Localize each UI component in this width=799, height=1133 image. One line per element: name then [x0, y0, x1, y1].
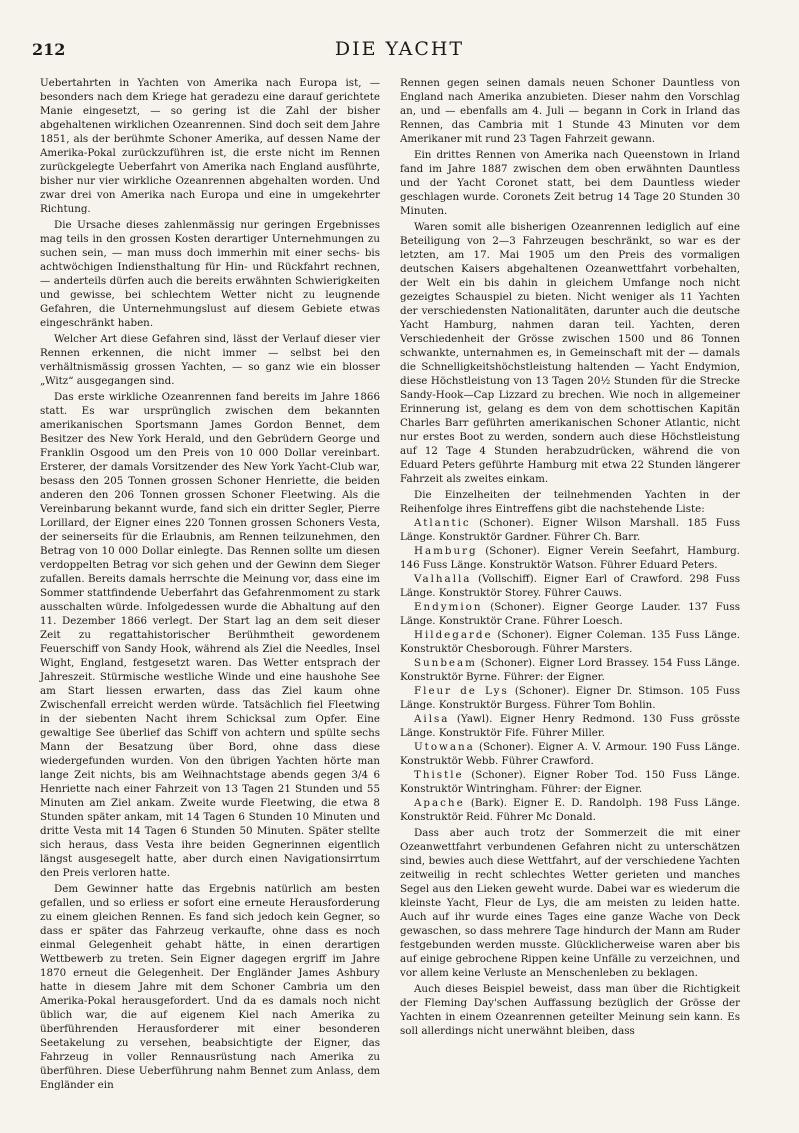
yacht-name: Hamburg: [414, 545, 478, 557]
page-number: 212: [32, 40, 66, 59]
yacht-name: Atlantic: [414, 517, 471, 529]
paragraph: Welcher Art diese Gefahren sind, lässt der Verlauf dieser vier Rennen erkennen, die nicht immer — selbst bei den verhältnismässig grossen Yachten, — so ganz wie ein blosser „Witz“ ausgegangen sind.: [40, 333, 380, 387]
yacht-details: (Schoner). Eigner George Lauder. 137 Fuss Länge. Konstruktör Crane. Führer Loesch.: [400, 601, 740, 627]
paragraph: Die Ursache dieses zahlenmässig nur geringen Ergebnisses mag teils in den grossen Kosten derartiger Unternehmungen zu suchen sein, — man muss doch immerhin mit einer sechs- bis achtwöchigen Indiensthaltung für Hin- und Rückfahrt rechnen, — anderteils dürfen auch die bereits erwähnten Schwierigkeiten und gewisse, bei schlechtem Wetter nicht zu leugnende Gefahren, die Unternehmungslust auf diesem Gebiete etwas eingeschränkt haben.: [40, 219, 380, 329]
list-item: [400, 544, 740, 572]
paragraph: Dass aber auch trotz der Sommerzeit die mit einer Ozeanwettfahrt verbundenen Gefahren nicht zu unterschätzen sind, bewies auch diese Wettfahrt, auf der verschiedene Yachten zeitweilig in recht schlechtes Wetter gerieten und manches Segel aus den Lieken geweht wurde. Dabei war es wiederum die kleinste Yacht, Fleur de Lys, die am meisten zu leiden hatte. Auch auf ihr wurde eines Tages eine ganze Wache von Deck gewaschen, so dass mehrere Tage hindurch der Mann am Ruder festgebunden werden musste. Glücklicherweise waren aber bis auf einige gebrochene Rippen keine Unfälle zu verzeichnen, und vor allem keine Verluste an Menschenleben zu beklagen.: [400, 827, 740, 979]
paragraph: Rennen gegen seinen damals neuen Schoner Dauntless von England nach Amerika anzubieten. Dieser nahm den Vorschlag an, und — ebenfalls am 4. Juli — begann in Cork in Irland das Rennen, das Cambria mit 1 Stunde 43 Minuten vor dem Amerikaner mit rund 23 Tagen Fahrzeit gewann.: [400, 77, 740, 145]
yacht-details: (Yawl). Eigner Henry Redmond. 130 Fuss grösste Länge. Konstruktör Fife. Führer Miller.: [400, 713, 741, 739]
list-item: [400, 628, 740, 656]
list-item: [400, 572, 740, 600]
yacht-name: Endymion: [414, 601, 483, 613]
list-item: [400, 516, 740, 544]
yacht-details: (Schoner). Eigner Dr. Stimson. 105 Fuss Länge. Konstruktör Burgess. Führer Tom Bohlin.: [400, 685, 740, 711]
yacht-name: Thistle: [414, 769, 464, 781]
yacht-name: Fleur de Lys: [414, 685, 509, 697]
yacht-name: Valhalla: [414, 573, 472, 585]
list-item: [400, 796, 740, 824]
paragraph: Das erste wirkliche Ozeanrennen fand bereits im Jahre 1866 statt. Es war ursprünglich zwischen dem bekannten amerikanischen Sportsmann James Gordon Bennet, dem Besitzer des New York Herald, und den Gebrüdern George und Franklin Osgood um den Preis von 10 000 Dollar vereinbart. Ersterer, der damals Vorsitzender des New York Yacht-Club war, besass den 205 Tonnen grossen Schoner Henriette, die beiden anderen den 206 Tonnen grossen Schoner Fleetwing. Als die Vereinbarung bekannt wurde, fand sich ein dritter Segler, Pierre Lorillard, der Eigner eines 220 Tonnen grossen Schoners Vesta, der seinerseits für die Erlaubnis, am Rennen teilzunehmen, den Betrag von 10 000 Dollar einlegte. Das Rennen sollte um diesen verdoppelten Betrag vor sich gehen und der Gewinn dem Sieger zufallen. Bereits damals herrschte die Meinung vor, dass eine im Sommer stattfindende Ueberfahrt das Gefahrenmoment zu stark ausschalten würde. Infolgedessen wurde die Abhaltung auf den 11. Dezember 1866 verlegt. Der Start lag an dem seit dieser Zeit zu regattahistorischer Berühmtheit gewordenem Feuerschiff von Sandy Hook, während als Ziel die Needles, Insel Wight, England, festgesetzt waren. Das Wetter entsprach der Jahreszeit. Stürmische westliche Winde und eine haushohe See am Start liessen erwarten, dass das Ziel kaum ohne Zwischenfall erreicht werden würde. Tatsächlich fiel Fleetwing in der siebenten Nacht ihrem Schicksal zum Opfer. Eine gewaltige See überlief das Schiff von achtern und spülte sechs Mann der Besatzung über Bord, ohne dass diese wiedergefunden wurden. Von den übrigen Yachten hörte man lange Zeit nichts, bis am Weihnachtstage abends gegen 3/4 6 Henriette nach einer Fahrzeit von 13 Tagen 21 Stunden und 55 Minuten am Ziel ankam. Zweite wurde Fleetwing, die etwa 8 Stunden später ankam, mit 14 Tagen 6 Stunden 10 Minuten und dritte Vesta mit 14 Tagen 6 Stunden 50 Minuten. Später stellte sich heraus, dass Vesta ihre beiden Gegnerinnen eigentlich längst ausgesegelt hatte, aber durch einen Navigationsirrtum den Preis verloren hatte.: [40, 391, 380, 879]
paragraph: Auch dieses Beispiel beweist, dass man über die Richtigkeit der Fleming Day'schen Auffassung bezüglich der Grösse der Yachten in einem Ozeanrennen geteilter Meinung sein kann. Es soll allerdings nicht unerwähnt bleiben, dass: [400, 983, 740, 1037]
paragraph: Die Einzelheiten der teilnehmenden Yachten in der Reihenfolge ihres Eintreffens gibt die nachstehende Liste:: [400, 489, 740, 515]
running-title: DIE YACHT: [334, 38, 465, 60]
yacht-list: [400, 516, 740, 824]
list-item: [400, 684, 740, 712]
list-item: [400, 600, 740, 628]
yacht-details: (Schoner). Eigner Rober Tod. 150 Fuss Länge. Konstruktör Wintringham. Führer: der Eigner.: [400, 769, 740, 795]
yacht-name: Utowana: [414, 741, 475, 753]
yacht-details: (Schoner). Eigner Wilson Marshall. 185 Fuss Länge. Konstruktör Gardner. Führer Ch. Barr.: [400, 517, 740, 543]
list-item: [400, 712, 740, 740]
yacht-details: (Schoner). Eigner Verein Seefahrt, Hamburg. 146 Fuss Länge. Konstruktör Watson. Führer Eduard Peters.: [400, 545, 740, 571]
list-item: [400, 768, 740, 796]
right-column: [400, 76, 740, 1038]
yacht-details: (Bark). Eigner E. D. Randolph. 198 Fuss Länge. Konstruktör Reid. Führer Mc Donald.: [400, 797, 740, 823]
yacht-name: Ailsa: [414, 713, 450, 725]
yacht-details: (Schoner). Eigner Coleman. 135 Fuss Länge. Konstruktör Chesborough. Führer Marsters.: [400, 629, 741, 655]
yacht-name: Apache: [414, 797, 465, 809]
paragraph: Uebertahrten in Yachten von Amerika nach Europa ist, — besonders nach dem Kriege hat geradezu eine darauf gerichtete Manie eingesetzt, — so gering ist die Zahl der bisher abgehaltenen wirklichen Ozeanrennen. Sind doch seit dem Jahre 1851, als der berühmte Schoner Amerika, auf dessen Name der Amerika-Pokal zurückzuführen ist, die erste nicht im Rennen zurückgelegte Ueberfahrt von Amerika nach England ausführte, bisher nur vier wirkliche Ozeanrennen abgehalten worden. Und zwar drei von Amerika nach Europa und eine in umgekehrter Richtung.: [40, 77, 380, 215]
list-item: [400, 740, 740, 768]
paragraph: Waren somit alle bisherigen Ozeanrennen lediglich auf eine Beteiligung von 2—3 Fahrzeugen beschränkt, so war es der letzten, am 17. Mai 1905 um den Preis des vormaligen deutschen Kaisers abgehaltenen Ozeanwettfahrt vorbehalten, der Welt ein bis dahin in gleichem Umfange noch nicht gezeigtes Schauspiel zu bieten. Nicht weniger als 11 Yachten der verschiedensten Nationalitäten, darunter auch die deutsche Yacht Hamburg, nahmen daran teil. Yachten, deren Verschiedenheit der Grösse zwischen 1500 und 86 Tonnen schwankte, unternahmen es, in Gemeinschaft mit der — damals die Schnelligkeitshöchstleistung haltenden — Yacht Endymion, diese Höchstleistung von 13 Tagen 20½ Stunden für die Strecke Sandy-Hook—Cap Lizzard zu brechen. Wie noch in allgemeiner Erinnerung ist, gelang es dem von dem schottischen Kapitän Charles Barr geführten amerikanischen Schoner Atlantic, nicht nur erstes Boot zu werden, sondern auch diese Höchstleistung auf 12 Tage 4 Stunden herabzudrücken, während die von Eduard Peters geführte Hamburg mit etwa 22 Stunden längerer Fahrzeit als zweites einkam.: [400, 221, 740, 485]
yacht-details: (Schoner). Eigner Lord Brassey. 154 Fuss Länge. Konstruktör Byrne. Führer: der Eigner.: [400, 657, 740, 683]
paragraph: Ein drittes Rennen von Amerika nach Queenstown in Irland fand im Jahre 1887 zwischen dem oben erwähnten Dauntless und der Yacht Coronet statt, bei dem Dauntless wieder geschlagen wurde. Coronets Zeit betrug 14 Tage 20 Stunden 30 Minuten.: [400, 149, 740, 217]
yacht-name: Hildegarde: [414, 629, 493, 641]
list-item: [400, 656, 740, 684]
yacht-name: Sunbeam: [414, 657, 477, 669]
yacht-details: (Vollschiff). Eigner Earl of Crawford. 298 Fuss Länge. Konstruktör Storey. Führer Cauws.: [400, 573, 740, 599]
left-column: [40, 76, 380, 1092]
yacht-details: (Schoner). Eigner A. V. Armour. 190 Fuss Länge. Konstruktör Webb. Führer Crawford.: [400, 741, 740, 767]
paragraph: Dem Gewinner hatte das Ergebnis natürlich am besten gefallen, und so erliess er sofort eine erneute Herausforderung zu einem gleichen Rennen. Es fand sich jedoch kein Gegner, so dass er später das Fahrzeug verkaufte, ohne dass es noch einmal Gelegenheit gehabt hätte, in einen derartigen Wettbewerb zu treten. Sein Eigner dagegen ergriff im Jahre 1870 erneut die Gelegenheit. Der Engländer James Ashbury hatte in diesem Jahre mit dem Schoner Cambria um den Amerika-Pokal herausgefordert. Und da es damals noch nicht üblich war, die auf eigenem Kiel nach Amerika zu überführenden Herausforderer mit einer besonderen Seetakelung zu versehen, beabsichtigte der Eigner, das Fahrzeug in voller Rennausrüstung nach Amerika zu überführen. Diese Ueberführung nahm Bennet zum Anlass, dem Engländer ein: [40, 883, 380, 1091]
